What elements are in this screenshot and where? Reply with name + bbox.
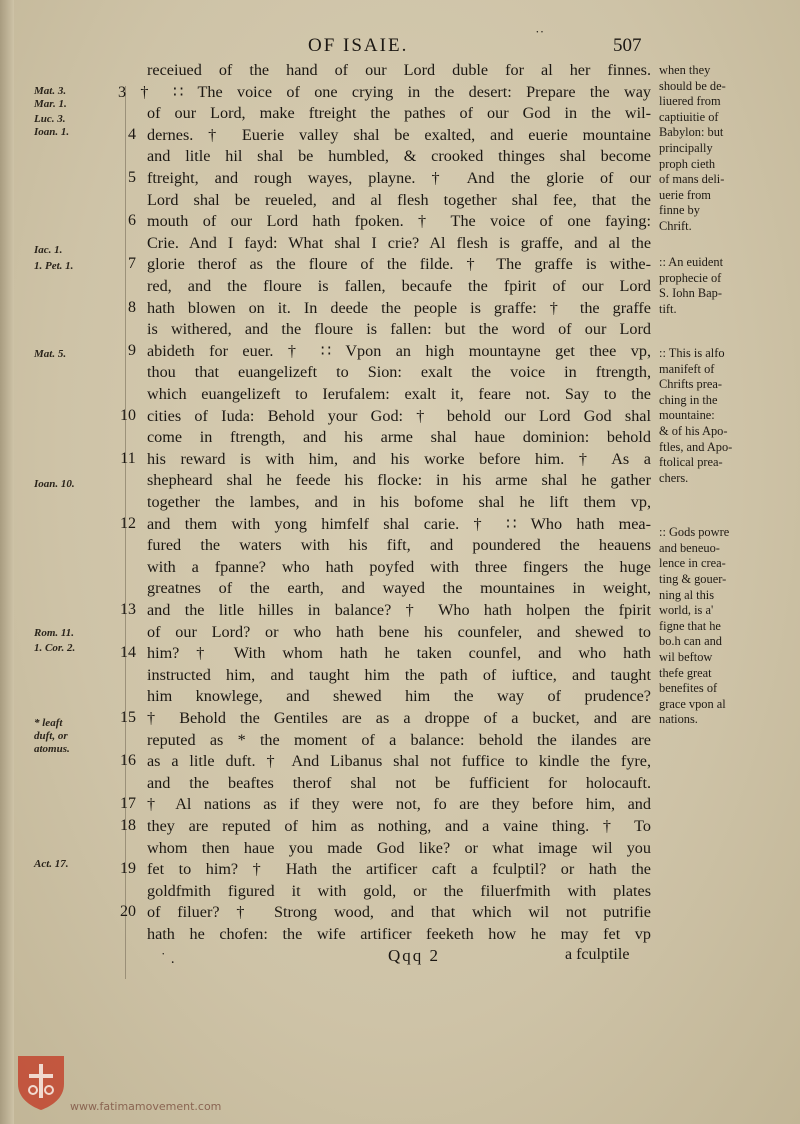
gloss-line: prophecie of xyxy=(659,270,722,285)
gloss-line: ching in the xyxy=(659,392,718,407)
text-line: and the beaftes therof shal not be fufficient for holocauft. xyxy=(147,773,651,792)
text-line: † Al nations as if they were not, fo are they before him, and xyxy=(147,795,651,814)
verse-number: 4 xyxy=(128,125,136,143)
gloss-line: thefe great xyxy=(659,665,712,680)
verse-number: 20 xyxy=(120,903,136,921)
gloss-line: world, is a' xyxy=(659,603,714,618)
gloss-line: Chrifts prea- xyxy=(659,377,722,392)
margin-reference: Iac. 1. xyxy=(34,244,63,257)
margin-reference: Act. 17. xyxy=(34,857,69,870)
margin-gloss xyxy=(659,63,793,235)
text-line: 3 † ∷ The voice of one crying in the desert: Prepare the way xyxy=(118,82,651,101)
margin-reference: 1. Cor. 2. xyxy=(34,641,76,654)
text-line: they are reputed of him as nothing, and a vaine thing. † To xyxy=(147,817,651,835)
verse-number: 6 xyxy=(128,212,136,230)
gloss-line: grace vpon al xyxy=(659,696,726,711)
margin-reference: Luc. 3. xyxy=(34,112,66,125)
text-line: cities of Iuda: Behold your God: † behold our Lord God shal xyxy=(147,406,651,425)
text-line: shepheard shal he feede his flocke: in his arme shal he gather xyxy=(147,471,651,490)
gloss-line: figne that he xyxy=(659,618,721,633)
gloss-line: when they xyxy=(659,63,711,77)
gloss-line: liuered from xyxy=(659,94,721,109)
verse-number: 14 xyxy=(120,644,136,662)
text-line: come in ftrength, and his arme shal haue dominion: behold xyxy=(147,428,651,447)
text-line: him knowlege, and shewed him the way of prudence? xyxy=(147,687,651,706)
verse-number: 19 xyxy=(120,860,136,878)
verse-number: 7 xyxy=(128,255,136,273)
text-line: fured the waters with his fift, and poundered the heauens xyxy=(147,536,651,555)
text-line: whom then haue you made God like? or what image wil you xyxy=(147,838,651,857)
text-line: goldfmith figured it with gold, or the filuerfmith with plates xyxy=(147,881,651,900)
text-line: Crie. And I fayd: What shal I crie? Al flesh is graffe, and al the xyxy=(147,233,651,252)
text-line: reputed as * the moment of a balance: behold the ilandes are xyxy=(147,730,651,749)
gloss-line: chers. xyxy=(659,470,689,485)
gloss-line: S. Iohn Bap- xyxy=(659,286,722,301)
footer-marks: ˙ . xyxy=(160,952,175,967)
gloss-line: lence in crea- xyxy=(659,556,726,571)
gloss-line: :: An euident xyxy=(659,255,724,270)
text-line: ftreight, and rough wayes, playne. † And the glorie of our xyxy=(147,169,651,187)
gloss-line: manifeft of xyxy=(659,361,715,376)
text-line: with a fpanne? who hath poyfed with three fingers the huge xyxy=(147,557,651,576)
verse-number: 18 xyxy=(120,817,136,834)
gloss-line: tift. xyxy=(659,302,677,317)
text-line: greatnes of the earth, and wayed the mountaines in weight, xyxy=(147,579,651,598)
text-line: is withered, and the floure is fallen: but the word of our Lord xyxy=(147,320,651,339)
gloss-line: :: This is alfo xyxy=(659,345,725,360)
text-line: dernes. † Euerie valley shal be exalted, and euerie mountaine xyxy=(147,125,651,144)
verse-number: 8 xyxy=(128,298,136,316)
gloss-line: bo.h can and xyxy=(659,634,722,649)
gloss-line: Babylon: but xyxy=(659,125,724,140)
text-line: mouth of our Lord hath fpoken. † The voice of one faying: xyxy=(147,212,651,231)
gloss-line: Chrift. xyxy=(659,218,692,233)
margin-reference: Rom. 11. xyxy=(34,626,75,639)
gloss-line: and beneuo- xyxy=(659,540,720,555)
margin-gloss xyxy=(659,525,793,728)
text-line: Lord shal be reueled, and al flesh together shal fee, that the xyxy=(147,190,651,209)
gloss-line: ning al this xyxy=(659,587,715,602)
verse-number: 16 xyxy=(120,752,136,770)
margin-gloss xyxy=(659,346,793,486)
gloss-line: nations. xyxy=(659,712,698,727)
gloss-line: finne by xyxy=(659,203,700,218)
text-line: hath blowen on it. In deede the people is graffe: † the graffe xyxy=(147,298,651,317)
margin-reference: * leaft xyxy=(34,717,63,730)
gloss-line: & of his Apo- xyxy=(659,423,728,438)
margin-reference: 1. Pet. 1. xyxy=(34,259,74,272)
gloss-line: wil beftow xyxy=(659,649,713,664)
text-line: hath he chofen: the wife artificer feeketh how he may fet vp xyxy=(147,925,651,943)
margin-reference: atomus. xyxy=(34,743,70,756)
text-line: which euangelizeft to Ierufalem: exalt it, feare not. Say to the xyxy=(147,385,651,403)
gloss-line: mountaine: xyxy=(659,408,715,423)
watermark-url-link[interactable]: www.fatimamovement.com xyxy=(70,1100,222,1113)
margin-reference: Mat. 3. xyxy=(34,84,67,97)
text-line: red, and the floure is fallen, becaufe the fpirit of our Lord xyxy=(147,277,651,295)
running-header xyxy=(0,29,800,61)
gloss-line: ting & gouer- xyxy=(659,572,727,587)
text-line: and the litle hilles in balance? † Who hath holpen the fpirit xyxy=(147,601,651,619)
text-line: his reward is with him, and his worke before him. † As a xyxy=(147,449,651,468)
verse-number: 15 xyxy=(120,709,136,726)
margin-reference: Mat. 5. xyxy=(34,348,67,361)
text-line: of our Lord? or who hath bene his counfeler, and shewed to xyxy=(147,622,651,641)
margin-reference: duft, or xyxy=(34,730,68,743)
text-line: abideth for euer. † ∷ Vpon an high mountayne get thee vp, xyxy=(147,341,651,360)
verse-number: 9 xyxy=(128,341,136,359)
text-line: fet to him? † Hath the artificer caft a fculptil? or hath the xyxy=(147,860,651,879)
header-marks: ˙˙ xyxy=(535,29,545,44)
margin-reference: Mar. 1. xyxy=(34,97,67,110)
verse-number: 17 xyxy=(120,795,136,813)
gloss-line: uerie from xyxy=(659,187,711,202)
page-number: 507 xyxy=(613,35,642,56)
verse-number: 5 xyxy=(128,169,136,186)
fatima-shield-logo xyxy=(14,1052,68,1112)
gloss-line: principally xyxy=(659,140,713,155)
text-line: † Behold the Gentiles are as a droppe of a bucket, and are xyxy=(147,709,651,727)
text-line: together the lambes, and in his bofome shal he lift them vp, xyxy=(147,493,651,511)
verse-number: 11 xyxy=(120,449,136,467)
text-line: glorie therof as the floure of the filde. † The graffe is withe- xyxy=(147,255,651,274)
text-line: and litle hil shal be humbled, & crooked thinges shal become xyxy=(147,147,651,166)
gloss-line: ftles, and Apo- xyxy=(659,439,733,454)
text-line: and them with yong himfelf shal carie. † ∷ Who hath mea- xyxy=(147,514,651,533)
text-line: him? † With whom hath he taken counfel, and who hath xyxy=(147,644,651,663)
verse-number: 10 xyxy=(120,406,136,424)
margin-reference: Ioan. 10. xyxy=(34,477,75,490)
margin-reference: Ioan. 1. xyxy=(34,125,70,138)
gloss-line: benefites of xyxy=(659,681,718,696)
verse-number: 12 xyxy=(120,514,136,532)
text-line: instructed him, and taught him the path of iuftice, and taught xyxy=(147,665,651,684)
gloss-line: proph cieth xyxy=(659,156,716,171)
gloss-line: should be de- xyxy=(659,78,726,93)
gloss-line: of mans deli- xyxy=(659,172,725,187)
text-line: receiued of the hand of our Lord duble for al her finnes. xyxy=(147,61,651,79)
signature-mark: Qqq 2 xyxy=(388,946,441,965)
gloss-line: :: Gods powre xyxy=(659,525,730,540)
running-title: OF ISAIE. xyxy=(308,35,409,56)
text-line: of filuer? † Strong wood, and that which wil not putrifie xyxy=(147,903,651,922)
text-line: thou that euangelizeft to Sion: exalt the voice in ftrength, xyxy=(147,363,651,382)
margin-gloss xyxy=(659,255,793,317)
text-line: as a litle duft. † And Libanus shal not fuffice to kindle the fyre, xyxy=(147,752,651,771)
text-line: of our Lord, make ftreight the pathes of our God in the wil- xyxy=(147,104,651,123)
gloss-line: captiuitie of xyxy=(659,109,719,124)
verse-number: 13 xyxy=(120,601,136,618)
gloss-line: ftolical prea- xyxy=(659,455,723,470)
page-binding-edge xyxy=(0,0,14,1124)
catchword: a fculptile xyxy=(565,946,630,963)
